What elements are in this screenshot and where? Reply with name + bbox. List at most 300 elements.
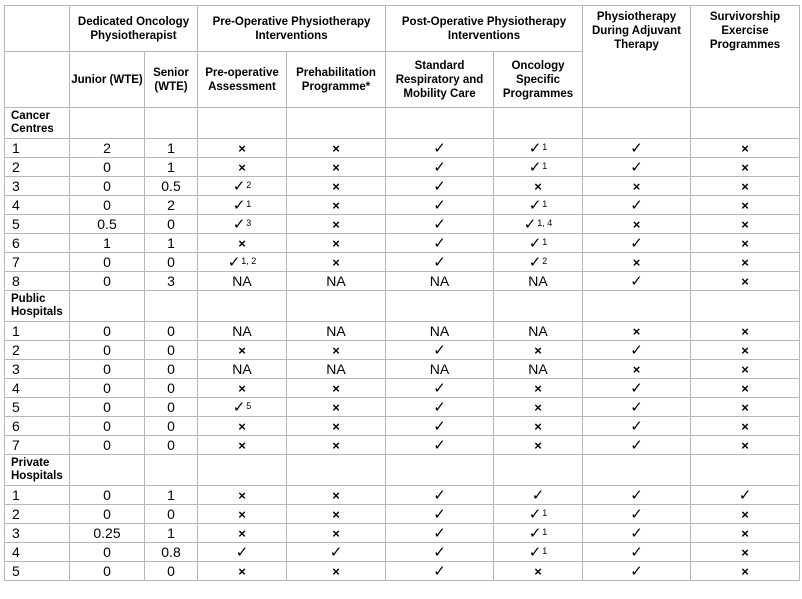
- preop-assessment-cell: [198, 139, 287, 158]
- header-row-groups: [5, 6, 800, 52]
- header-corner-sub: [5, 52, 70, 108]
- row-id: 1: [5, 486, 70, 505]
- cross-icon: ×: [632, 255, 641, 270]
- adjuvant-therapy-cell: [583, 234, 691, 253]
- check-icon: ✓: [433, 235, 446, 252]
- preop-assessment-cell: [198, 524, 287, 543]
- not-applicable-label: NA: [326, 361, 346, 377]
- senior-wte-cell: 3: [145, 272, 198, 291]
- cross-icon: ×: [632, 324, 641, 339]
- standard-respiratory-cell: [386, 158, 494, 177]
- check-icon: ✓: [433, 437, 446, 454]
- prehabilitation-cell: [287, 139, 386, 158]
- adjuvant-therapy-cell: [583, 398, 691, 417]
- cross-icon: ×: [332, 400, 340, 415]
- cross-icon: ×: [238, 381, 246, 396]
- junior-wte-cell: 0: [70, 543, 145, 562]
- adjuvant-therapy-cell: [583, 524, 691, 543]
- not-applicable-label: NA: [429, 361, 450, 377]
- check-icon: ✓: [523, 216, 537, 233]
- header-corner: [5, 6, 70, 52]
- check-icon: ✓: [433, 418, 446, 435]
- footnote-marker: 1: [542, 546, 548, 556]
- section-empty-cell: [386, 455, 494, 486]
- table-row: [5, 272, 800, 291]
- check-icon: ✓: [433, 140, 446, 157]
- junior-wte-cell: 0: [70, 562, 145, 581]
- table-row: [5, 379, 800, 398]
- senior-wte-cell: 2: [145, 196, 198, 215]
- section-label: Public Hospitals: [5, 291, 70, 322]
- adjuvant-therapy-cell: [583, 505, 691, 524]
- junior-wte-cell: 1: [70, 234, 145, 253]
- prehabilitation-cell: [287, 341, 386, 360]
- survivorship-cell: [691, 177, 800, 196]
- check-icon: ✓: [630, 437, 643, 454]
- table-row: [5, 417, 800, 436]
- prehabilitation-cell: [287, 253, 386, 272]
- row-id: 6: [5, 417, 70, 436]
- standard-respiratory-cell: [386, 177, 494, 196]
- oncology-specific-cell: [494, 253, 583, 272]
- preop-assessment-cell: [198, 196, 287, 215]
- survivorship-cell: [691, 543, 800, 562]
- row-id: 6: [5, 234, 70, 253]
- check-icon: ✓: [630, 399, 643, 416]
- cross-icon: ×: [332, 217, 340, 232]
- prehabilitation-cell: [287, 524, 386, 543]
- not-applicable-label: NA: [232, 361, 252, 377]
- survivorship-cell: [691, 486, 800, 505]
- section-empty-cell: [583, 291, 691, 322]
- senior-wte-cell: 0: [145, 436, 198, 455]
- cross-icon: ×: [238, 419, 246, 434]
- table-row: [5, 139, 800, 158]
- check-icon: ✓: [232, 399, 246, 416]
- junior-wte-cell: 0.25: [70, 524, 145, 543]
- senior-wte-cell: 0: [145, 398, 198, 417]
- table-row: [5, 177, 800, 196]
- preop-assessment-cell: [198, 398, 287, 417]
- standard-respiratory-cell: [386, 524, 494, 543]
- check-icon: ✓: [433, 487, 446, 504]
- cross-icon: ×: [741, 526, 749, 541]
- row-id: 5: [5, 215, 70, 234]
- preop-assessment-cell: [198, 379, 287, 398]
- oncology-specific-cell: [494, 196, 583, 215]
- footnote-marker: 1: [246, 199, 252, 209]
- adjuvant-therapy-cell: [583, 543, 691, 562]
- check-icon: ✓: [329, 544, 343, 561]
- check-icon: ✓: [528, 506, 542, 523]
- standard-respiratory-cell: [386, 234, 494, 253]
- junior-wte-cell: 0: [70, 398, 145, 417]
- preop-assessment-cell: [198, 417, 287, 436]
- footnote-marker: 2: [542, 256, 548, 266]
- preop-assessment-cell: [198, 158, 287, 177]
- cross-icon: ×: [741, 381, 749, 396]
- section-row: [5, 108, 800, 139]
- table-row: [5, 398, 800, 417]
- section-empty-cell: [287, 108, 386, 139]
- cross-icon: ×: [534, 343, 542, 358]
- table-row: [5, 543, 800, 562]
- header-senior-wte: Senior (WTE): [145, 52, 198, 108]
- senior-wte-cell: 0: [145, 215, 198, 234]
- header-oncology-specific: Oncology Specific Programmes: [494, 52, 583, 108]
- check-icon: ✓: [528, 235, 542, 252]
- check-icon: ✓: [433, 506, 446, 523]
- header-pre-operative-interventions: Pre-Operative Physiotherapy Interventions: [198, 6, 386, 52]
- standard-respiratory-cell: [386, 543, 494, 562]
- cross-icon: ×: [534, 400, 542, 415]
- header-dedicated-oncology-physiotherapist: Dedicated Oncology Physiotherapist: [70, 6, 198, 52]
- check-icon: ✓: [630, 380, 643, 397]
- header-standard-respiratory: Standard Respiratory and Mobility Care: [386, 52, 494, 108]
- standard-respiratory-cell: [386, 215, 494, 234]
- check-icon: ✓: [433, 254, 446, 271]
- section-empty-cell: [494, 108, 583, 139]
- header-junior-wte: Junior (WTE): [70, 52, 145, 108]
- section-empty-cell: [198, 108, 287, 139]
- standard-respiratory-cell: [386, 436, 494, 455]
- adjuvant-therapy-cell: [583, 177, 691, 196]
- check-icon: ✓: [528, 140, 542, 157]
- adjuvant-therapy-cell: [583, 417, 691, 436]
- standard-respiratory-cell: [386, 272, 494, 291]
- oncology-specific-cell: [494, 524, 583, 543]
- standard-respiratory-cell: [386, 196, 494, 215]
- cross-icon: ×: [741, 343, 749, 358]
- footnote-marker: 1: [542, 508, 548, 518]
- row-id: 7: [5, 253, 70, 272]
- row-id: 2: [5, 341, 70, 360]
- standard-respiratory-cell: [386, 253, 494, 272]
- footnote-marker: 2: [246, 180, 252, 190]
- prehabilitation-cell: [287, 562, 386, 581]
- survivorship-cell: [691, 524, 800, 543]
- section-empty-cell: [70, 291, 145, 322]
- cross-icon: ×: [238, 141, 246, 156]
- cross-icon: ×: [741, 324, 749, 339]
- preop-assessment-cell: [198, 215, 287, 234]
- oncology-specific-cell: [494, 272, 583, 291]
- footnote-marker: 1, 4: [537, 218, 553, 228]
- senior-wte-cell: 0: [145, 322, 198, 341]
- cross-icon: ×: [534, 438, 542, 453]
- check-icon: ✓: [630, 563, 643, 580]
- cross-icon: ×: [332, 507, 340, 522]
- check-icon: ✓: [433, 399, 446, 416]
- prehabilitation-cell: [287, 234, 386, 253]
- adjuvant-therapy-cell: [583, 322, 691, 341]
- section-empty-cell: [145, 455, 198, 486]
- section-label: Private Hospitals: [5, 455, 70, 486]
- survivorship-cell: [691, 398, 800, 417]
- cross-icon: ×: [332, 255, 340, 270]
- junior-wte-cell: 0: [70, 505, 145, 524]
- adjuvant-therapy-cell: [583, 436, 691, 455]
- cross-icon: ×: [238, 160, 246, 175]
- footnote-marker: 5: [246, 401, 252, 411]
- row-id: 3: [5, 360, 70, 379]
- footnote-marker: 1: [542, 142, 548, 152]
- cross-icon: ×: [741, 545, 749, 560]
- table-row: [5, 158, 800, 177]
- table-row: [5, 436, 800, 455]
- standard-respiratory-cell: [386, 398, 494, 417]
- oncology-specific-cell: [494, 505, 583, 524]
- prehabilitation-cell: [287, 543, 386, 562]
- survivorship-cell: [691, 234, 800, 253]
- survivorship-cell: [691, 139, 800, 158]
- standard-respiratory-cell: [386, 486, 494, 505]
- survivorship-cell: [691, 272, 800, 291]
- cross-icon: ×: [741, 179, 749, 194]
- preop-assessment-cell: [198, 177, 287, 196]
- standard-respiratory-cell: [386, 360, 494, 379]
- row-id: 3: [5, 524, 70, 543]
- cross-icon: ×: [238, 564, 246, 579]
- survivorship-cell: [691, 196, 800, 215]
- survivorship-cell: [691, 253, 800, 272]
- senior-wte-cell: 0: [145, 417, 198, 436]
- senior-wte-cell: 0: [145, 360, 198, 379]
- row-id: 1: [5, 139, 70, 158]
- prehabilitation-cell: [287, 322, 386, 341]
- row-id: 5: [5, 562, 70, 581]
- cross-icon: ×: [741, 198, 749, 213]
- oncology-specific-cell: [494, 322, 583, 341]
- senior-wte-cell: 1: [145, 234, 198, 253]
- junior-wte-cell: 0: [70, 253, 145, 272]
- preop-assessment-cell: [198, 486, 287, 505]
- cross-icon: ×: [238, 343, 246, 358]
- check-icon: ✓: [528, 254, 542, 271]
- cross-icon: ×: [741, 236, 749, 251]
- check-icon: ✓: [232, 178, 246, 195]
- cross-icon: ×: [741, 255, 749, 270]
- standard-respiratory-cell: [386, 322, 494, 341]
- cross-icon: ×: [741, 141, 749, 156]
- oncology-specific-cell: [494, 158, 583, 177]
- check-icon: ✓: [528, 197, 542, 214]
- footnote-marker: 1: [542, 527, 548, 537]
- header-survivorship-exercise: Survivorship Exercise Programmes: [691, 6, 800, 108]
- junior-wte-cell: 0: [70, 177, 145, 196]
- cross-icon: ×: [741, 217, 749, 232]
- junior-wte-cell: 0: [70, 196, 145, 215]
- check-icon: ✓: [630, 197, 643, 214]
- senior-wte-cell: 0: [145, 379, 198, 398]
- prehabilitation-cell: [287, 398, 386, 417]
- section-empty-cell: [287, 455, 386, 486]
- row-id: 4: [5, 379, 70, 398]
- row-id: 8: [5, 272, 70, 291]
- cross-icon: ×: [332, 526, 340, 541]
- junior-wte-cell: 0: [70, 436, 145, 455]
- footnote-marker: 3: [246, 218, 252, 228]
- section-empty-cell: [386, 291, 494, 322]
- adjuvant-therapy-cell: [583, 215, 691, 234]
- section-empty-cell: [198, 455, 287, 486]
- cross-icon: ×: [238, 488, 246, 503]
- cross-icon: ×: [332, 343, 340, 358]
- cross-icon: ×: [632, 179, 641, 194]
- check-icon: ✓: [232, 197, 246, 214]
- oncology-specific-cell: [494, 215, 583, 234]
- row-id: 4: [5, 543, 70, 562]
- prehabilitation-cell: [287, 486, 386, 505]
- survivorship-cell: [691, 417, 800, 436]
- table-row: [5, 234, 800, 253]
- cross-icon: ×: [741, 362, 749, 377]
- prehabilitation-cell: [287, 215, 386, 234]
- not-applicable-label: NA: [232, 273, 252, 289]
- junior-wte-cell: 0: [70, 360, 145, 379]
- survivorship-cell: [691, 436, 800, 455]
- footnote-marker: 1: [542, 161, 548, 171]
- junior-wte-cell: 0: [70, 379, 145, 398]
- cross-icon: ×: [632, 217, 641, 232]
- check-icon: ✓: [528, 544, 542, 561]
- prehabilitation-cell: [287, 158, 386, 177]
- check-icon: ✓: [630, 342, 643, 359]
- footnote-marker: 1: [542, 237, 548, 247]
- check-icon: ✓: [433, 216, 446, 233]
- junior-wte-cell: 0: [70, 341, 145, 360]
- check-icon: ✓: [630, 487, 643, 504]
- cross-icon: ×: [534, 381, 542, 396]
- check-icon: ✓: [630, 544, 643, 561]
- table-row: [5, 486, 800, 505]
- cross-icon: ×: [238, 236, 246, 251]
- prehabilitation-cell: [287, 272, 386, 291]
- preop-assessment-cell: [198, 436, 287, 455]
- oncology-specific-cell: [494, 543, 583, 562]
- not-applicable-label: NA: [232, 323, 252, 339]
- oncology-specific-cell: [494, 417, 583, 436]
- table-row: [5, 524, 800, 543]
- table-row: [5, 360, 800, 379]
- adjuvant-therapy-cell: [583, 486, 691, 505]
- preop-assessment-cell: [198, 341, 287, 360]
- adjuvant-therapy-cell: [583, 196, 691, 215]
- cross-icon: ×: [332, 236, 340, 251]
- senior-wte-cell: 0: [145, 562, 198, 581]
- check-icon: ✓: [630, 418, 643, 435]
- prehabilitation-cell: [287, 436, 386, 455]
- row-id: 7: [5, 436, 70, 455]
- section-empty-cell: [198, 291, 287, 322]
- standard-respiratory-cell: [386, 379, 494, 398]
- prehabilitation-cell: [287, 177, 386, 196]
- not-applicable-label: NA: [326, 323, 346, 339]
- not-applicable-label: NA: [429, 323, 450, 339]
- not-applicable-label: NA: [326, 273, 346, 289]
- cross-icon: ×: [238, 526, 246, 541]
- physiotherapy-services-table: [4, 5, 800, 581]
- junior-wte-cell: 0.5: [70, 215, 145, 234]
- header-adjuvant-therapy: Physiotherapy During Adjuvant Therapy: [583, 6, 691, 108]
- cross-icon: ×: [741, 438, 749, 453]
- section-empty-cell: [145, 291, 198, 322]
- senior-wte-cell: 0.8: [145, 543, 198, 562]
- junior-wte-cell: 2: [70, 139, 145, 158]
- section-empty-cell: [583, 108, 691, 139]
- standard-respiratory-cell: [386, 562, 494, 581]
- standard-respiratory-cell: [386, 139, 494, 158]
- adjuvant-therapy-cell: [583, 341, 691, 360]
- check-icon: ✓: [630, 235, 643, 252]
- cross-icon: ×: [332, 160, 340, 175]
- adjuvant-therapy-cell: [583, 360, 691, 379]
- adjuvant-therapy-cell: [583, 139, 691, 158]
- section-empty-cell: [691, 108, 800, 139]
- preop-assessment-cell: [198, 272, 287, 291]
- not-applicable-label: NA: [528, 273, 548, 289]
- not-applicable-label: NA: [528, 323, 548, 339]
- row-id: 4: [5, 196, 70, 215]
- adjuvant-therapy-cell: [583, 253, 691, 272]
- section-empty-cell: [691, 291, 800, 322]
- senior-wte-cell: 1: [145, 524, 198, 543]
- standard-respiratory-cell: [386, 341, 494, 360]
- cross-icon: ×: [632, 362, 641, 377]
- standard-respiratory-cell: [386, 505, 494, 524]
- check-icon: ✓: [232, 216, 246, 233]
- cross-icon: ×: [332, 564, 340, 579]
- section-empty-cell: [583, 455, 691, 486]
- oncology-specific-cell: [494, 436, 583, 455]
- check-icon: ✓: [433, 525, 446, 542]
- check-icon: ✓: [433, 380, 446, 397]
- junior-wte-cell: 0: [70, 486, 145, 505]
- row-id: 5: [5, 398, 70, 417]
- table-row: [5, 196, 800, 215]
- header-prehabilitation: Prehabilitation Programme*: [287, 52, 386, 108]
- cross-icon: ×: [332, 488, 340, 503]
- check-icon: ✓: [738, 487, 752, 504]
- section-empty-cell: [70, 455, 145, 486]
- check-icon: ✓: [433, 563, 446, 580]
- check-icon: ✓: [227, 254, 241, 271]
- survivorship-cell: [691, 322, 800, 341]
- not-applicable-label: NA: [429, 273, 450, 289]
- oncology-specific-cell: [494, 139, 583, 158]
- cross-icon: ×: [332, 438, 340, 453]
- table-row: [5, 322, 800, 341]
- section-empty-cell: [691, 455, 800, 486]
- row-id: 2: [5, 158, 70, 177]
- section-row: [5, 455, 800, 486]
- cross-icon: ×: [332, 141, 340, 156]
- cross-icon: ×: [741, 507, 749, 522]
- oncology-specific-cell: [494, 379, 583, 398]
- senior-wte-cell: 1: [145, 486, 198, 505]
- senior-wte-cell: 0.5: [145, 177, 198, 196]
- check-icon: ✓: [528, 159, 542, 176]
- cross-icon: ×: [332, 381, 340, 396]
- cross-icon: ×: [741, 274, 749, 289]
- prehabilitation-cell: [287, 360, 386, 379]
- cross-icon: ×: [332, 179, 340, 194]
- survivorship-cell: [691, 360, 800, 379]
- cross-icon: ×: [741, 564, 749, 579]
- section-empty-cell: [145, 108, 198, 139]
- table-row: [5, 562, 800, 581]
- survivorship-cell: [691, 158, 800, 177]
